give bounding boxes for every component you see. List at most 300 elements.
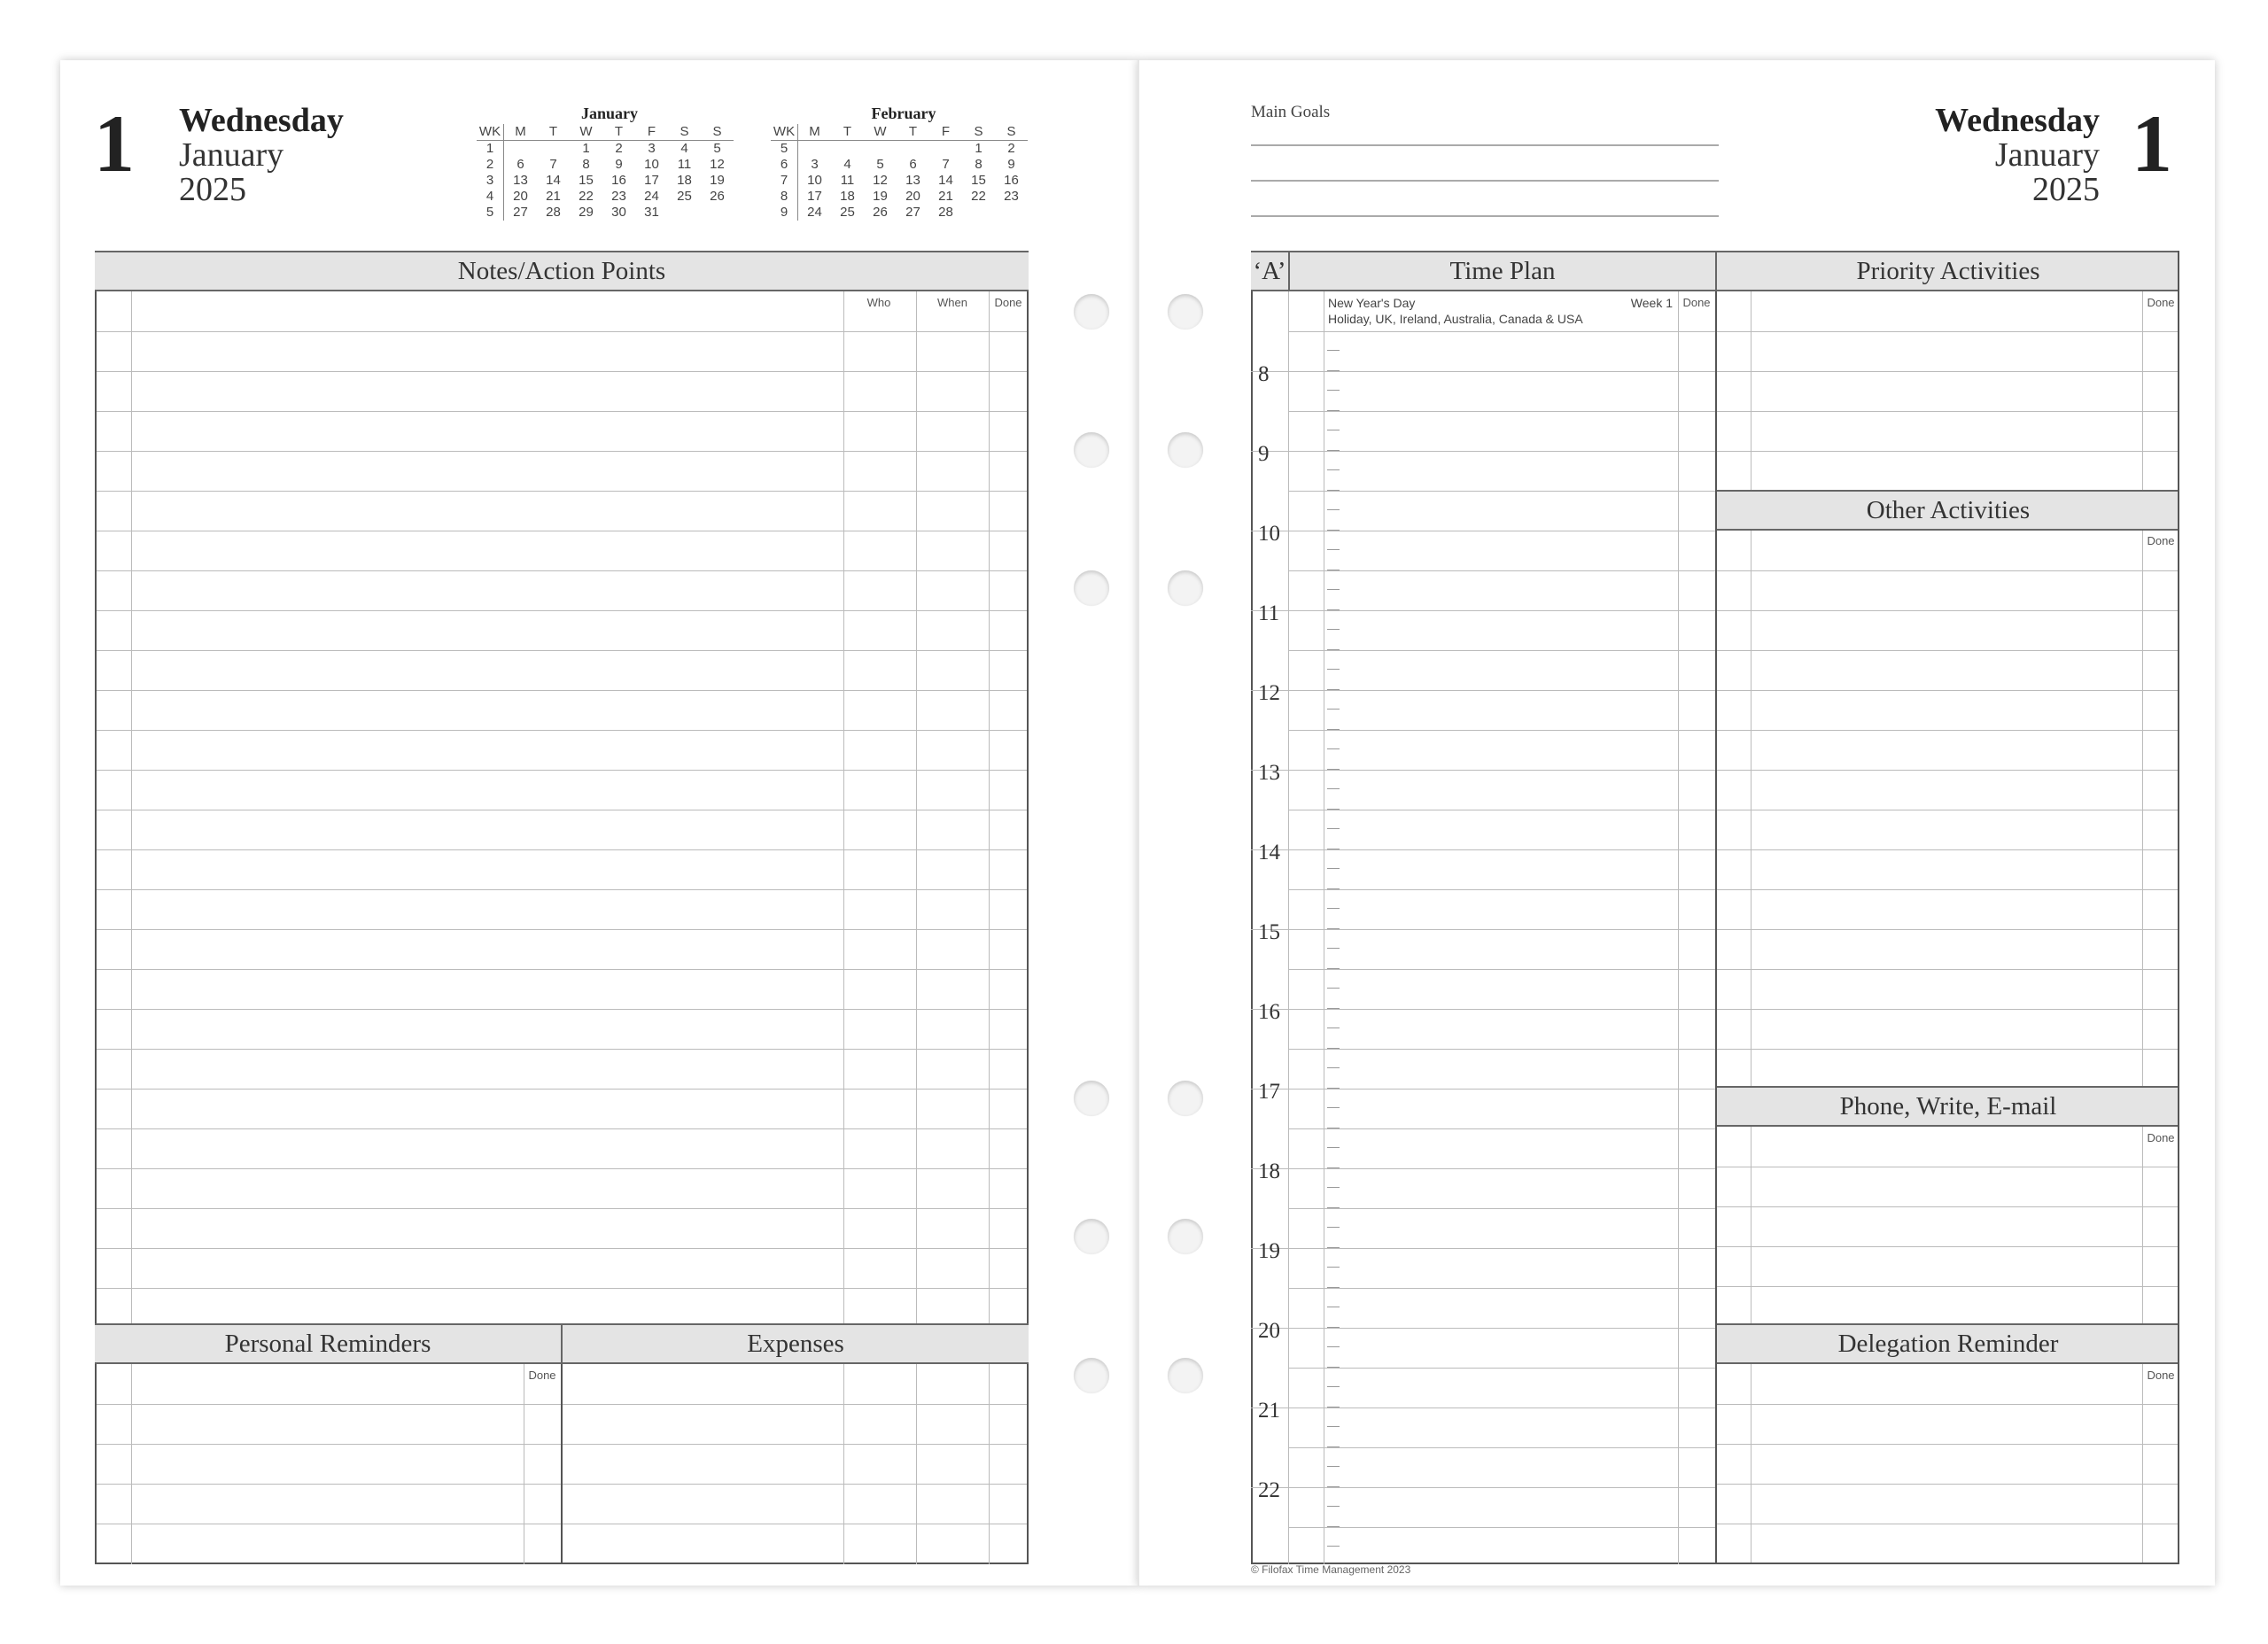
notes-row-line — [95, 730, 1029, 731]
week-number-cell: 3 — [477, 173, 504, 189]
reminder-expenses-divider — [561, 1364, 563, 1564]
mini-calendar-week-row — [477, 189, 734, 205]
other-activities-header: Other Activities — [1715, 490, 2179, 531]
reminder-column-line — [131, 1364, 132, 1564]
half-hour-tick — [1327, 1506, 1340, 1507]
time-plan-row-line — [1288, 371, 1715, 372]
day-cell: T — [602, 124, 635, 141]
notes-row-line — [95, 969, 1029, 970]
half-hour-tick — [1327, 1067, 1340, 1068]
mini-calendar-week-row — [771, 157, 1028, 173]
half-hour-tick — [1327, 1167, 1340, 1168]
notes-row-line — [95, 451, 1029, 452]
time-plan-row-line — [1288, 690, 1715, 691]
day-cell: 27 — [513, 205, 528, 220]
main-goals-line — [1251, 144, 1719, 146]
reminder-column-line — [916, 1364, 917, 1564]
week-number-cell: 4 — [477, 189, 504, 205]
day-cell: F — [635, 124, 668, 141]
time-plan-row-line — [1288, 849, 1715, 850]
activity-done-line — [2142, 1127, 2143, 1323]
other-done-label: Done — [2147, 534, 2175, 547]
time-plan-row-line — [1288, 1527, 1715, 1528]
half-hour-tick — [1327, 669, 1340, 670]
time-plan-row-line — [1288, 770, 1715, 771]
hour-label: 16 — [1258, 1000, 1280, 1024]
day-cell: 8 — [582, 157, 590, 172]
notes-row-line — [95, 411, 1029, 412]
day-cell: 5 — [876, 157, 884, 172]
day-cell: T — [537, 124, 570, 141]
half-hour-tick — [1327, 1327, 1340, 1328]
time-plan-row-line — [1288, 1368, 1715, 1369]
day-cell: 30 — [611, 205, 626, 220]
priority-done-label: Done — [2147, 296, 2175, 309]
day-cell: T — [831, 124, 864, 141]
day-cell: M — [798, 124, 832, 141]
week-number-cell: 8 — [771, 189, 798, 205]
mini-calendar-february — [771, 105, 1037, 229]
hour-label: 15 — [1258, 920, 1280, 944]
half-hour-tick — [1327, 350, 1340, 351]
expenses-header: Expenses — [561, 1323, 1029, 1364]
notes-column-line — [131, 291, 132, 1323]
half-hour-tick — [1327, 1426, 1340, 1427]
half-hour-tick — [1327, 530, 1340, 531]
day-cell: 4 — [680, 141, 688, 156]
hour-label: 9 — [1258, 442, 1270, 466]
day-cell: 2 — [615, 141, 623, 156]
notes-row-line — [95, 610, 1029, 611]
delegation-reminder-header: Delegation Reminder — [1715, 1323, 2179, 1364]
day-cell: 9 — [1007, 157, 1015, 172]
mini-calendar-week-row — [477, 205, 734, 221]
notes-row-line — [95, 889, 1029, 890]
day-cell: 22 — [971, 189, 986, 204]
day-cell: 13 — [513, 173, 528, 188]
copyright-footer: © Filofax Time Management 2023 — [1251, 1563, 1411, 1576]
notes-row-line — [95, 1128, 1029, 1129]
mini-calendar-title: January — [580, 105, 638, 122]
day-cell: T — [897, 124, 929, 141]
day-cell: 16 — [1004, 173, 1019, 188]
binder-hole — [1074, 570, 1109, 606]
day-cell: 17 — [807, 189, 822, 204]
half-hour-tick — [1327, 1207, 1340, 1208]
time-plan-border-left — [1251, 291, 1253, 1564]
right-column-border-right — [2178, 251, 2179, 1564]
day-cell: 6 — [517, 157, 524, 172]
activity-done-line — [2142, 531, 2143, 1086]
activity-row-line — [1715, 770, 2179, 771]
half-hour-tick — [1327, 1187, 1340, 1188]
day-cell: 25 — [677, 189, 692, 204]
time-plan-row-line — [1288, 969, 1715, 970]
time-plan-row-line — [1288, 331, 1715, 332]
delegation-done-label: Done — [2147, 1369, 2175, 1382]
day-cell: 31 — [644, 205, 659, 220]
half-hour-tick — [1327, 1486, 1340, 1487]
who-column-label: Who — [866, 296, 891, 309]
right-column-divider — [1715, 291, 1717, 1564]
day-cell: 26 — [710, 189, 725, 204]
binder-hole — [1168, 1219, 1203, 1254]
day-cell: 1 — [975, 141, 983, 156]
mini-calendar-january — [477, 105, 742, 229]
time-plan-row-line — [1288, 1168, 1715, 1169]
notes-border-right — [1027, 291, 1029, 1323]
day-cell: 25 — [840, 205, 855, 220]
hour-label: 13 — [1258, 761, 1280, 785]
day-cell — [929, 141, 962, 158]
right-weekday: Wednesday — [1935, 102, 2100, 139]
day-cell — [504, 141, 538, 158]
day-cell: 20 — [905, 189, 920, 204]
day-cell: 27 — [905, 205, 920, 220]
time-plan-row-line — [1288, 650, 1715, 651]
half-hour-tick — [1327, 469, 1340, 470]
day-cell: W — [864, 124, 897, 141]
activity-done-line — [2142, 1364, 2143, 1564]
mini-calendar-grid — [771, 124, 1028, 221]
activity-done-line — [2142, 291, 2143, 490]
day-cell: 10 — [644, 157, 659, 172]
notes-row-line — [95, 371, 1029, 372]
day-cell: 4 — [843, 157, 851, 172]
time-plan-row-line — [1288, 1208, 1715, 1209]
binder-hole — [1168, 570, 1203, 606]
expenses-border-right — [1027, 1364, 1029, 1564]
binder-hole — [1074, 432, 1109, 468]
day-cell: 19 — [873, 189, 888, 204]
hour-label: 12 — [1258, 681, 1280, 705]
hour-label: 8 — [1258, 362, 1270, 386]
priority-activities-header: Priority Activities — [1715, 251, 2179, 291]
half-hour-tick — [1327, 1346, 1340, 1347]
notes-row-line — [95, 331, 1029, 332]
day-cell: 2 — [1007, 141, 1015, 156]
day-cell: 12 — [710, 157, 725, 172]
activity-row-line — [1715, 610, 2179, 611]
activity-row-line — [1715, 849, 2179, 850]
activity-row-line — [1715, 331, 2179, 332]
day-cell: 21 — [546, 189, 561, 204]
right-column-bottom-border — [1715, 1563, 2179, 1564]
half-hour-tick — [1327, 410, 1340, 411]
notes-action-points-header: Notes/Action Points — [95, 251, 1029, 291]
half-hour-tick — [1327, 748, 1340, 749]
mini-calendar-week-row — [477, 141, 734, 158]
binder-hole — [1074, 294, 1109, 330]
day-cell — [798, 141, 832, 158]
half-hour-tick — [1327, 1107, 1340, 1108]
half-hour-tick — [1327, 1287, 1340, 1288]
activity-row-line — [1715, 969, 2179, 970]
half-hour-tick — [1327, 788, 1340, 789]
half-hour-tick — [1327, 948, 1340, 949]
day-cell: 14 — [938, 173, 953, 188]
activity-row-line — [1715, 371, 2179, 372]
half-hour-tick — [1327, 509, 1340, 510]
reminders-done-label: Done — [528, 1369, 556, 1382]
half-hour-tick — [1327, 490, 1340, 491]
time-plan-row-line — [1288, 411, 1715, 412]
mini-calendar-week-row — [477, 173, 734, 189]
day-cell: 13 — [905, 173, 920, 188]
time-plan-row-line — [1288, 491, 1715, 492]
mini-calendar-title: February — [871, 105, 936, 122]
time-plan-row-line — [1288, 1009, 1715, 1010]
half-hour-tick — [1327, 1446, 1340, 1447]
half-hour-tick — [1327, 450, 1340, 451]
hour-label: 22 — [1258, 1478, 1280, 1502]
half-hour-tick — [1327, 828, 1340, 829]
day-cell: 21 — [938, 189, 953, 204]
half-hour-tick — [1327, 1267, 1340, 1268]
notes-row-line — [95, 849, 1029, 850]
half-hour-tick — [1327, 1526, 1340, 1527]
week-number-cell: 1 — [477, 141, 504, 158]
time-plan-header: Time Plan — [1288, 251, 1715, 291]
hour-label: 14 — [1258, 841, 1280, 865]
activity-row-line — [1715, 730, 2179, 731]
day-cell: 17 — [644, 173, 659, 188]
mini-calendar-header-row — [771, 124, 1028, 141]
day-cell: 28 — [546, 205, 561, 220]
time-plan-row-line — [1288, 1248, 1715, 1249]
time-plan-row-line — [1288, 929, 1715, 930]
time-plan-row-line — [1288, 1447, 1715, 1448]
time-plan-row-line — [1288, 1328, 1715, 1329]
week-number-cell: WK — [771, 124, 798, 141]
activity-row-line — [1715, 929, 2179, 930]
week-number-cell: 9 — [771, 205, 798, 221]
half-hour-tick — [1327, 908, 1340, 909]
notes-row-line — [95, 929, 1029, 930]
week-number: Week 1 — [1630, 296, 1673, 310]
activity-row-line — [1715, 1206, 2179, 1207]
notes-row-line — [95, 570, 1029, 571]
hour-label: 18 — [1258, 1159, 1280, 1183]
day-cell — [864, 141, 897, 158]
half-hour-tick — [1327, 1048, 1340, 1049]
right-day-number: 1 — [2132, 98, 2172, 189]
activity-row-line — [1715, 1484, 2179, 1485]
day-cell: 16 — [611, 173, 626, 188]
notes-row-line — [95, 1089, 1029, 1090]
mini-calendar-week-row — [771, 205, 1028, 221]
mini-calendar-week-row — [771, 173, 1028, 189]
half-hour-tick — [1327, 609, 1340, 610]
binder-hole — [1168, 1358, 1203, 1393]
week-number-cell: 6 — [771, 157, 798, 173]
binder-hole — [1168, 1081, 1203, 1116]
day-cell: S — [995, 124, 1028, 141]
day-cell: 24 — [644, 189, 659, 204]
activity-row-line — [1715, 690, 2179, 691]
half-hour-tick — [1327, 1466, 1340, 1467]
reminder-column-line — [843, 1364, 844, 1564]
notes-row-line — [95, 1288, 1029, 1289]
left-day-number: 1 — [94, 98, 135, 189]
mini-calendar-grid — [477, 124, 734, 221]
day-cell: 23 — [611, 189, 626, 204]
half-hour-tick — [1327, 370, 1340, 371]
day-cell: 6 — [909, 157, 917, 172]
half-hour-tick — [1327, 769, 1340, 770]
time-plan-row-line — [1288, 610, 1715, 611]
day-cell: 24 — [807, 205, 822, 220]
half-hour-tick — [1327, 709, 1340, 710]
day-cell: 18 — [840, 189, 855, 204]
binder-hole — [1074, 1219, 1109, 1254]
reminder-column-line — [989, 1364, 990, 1564]
left-year: 2025 — [179, 171, 246, 208]
day-cell — [537, 141, 570, 158]
main-goals-line — [1251, 180, 1719, 182]
day-cell: 3 — [648, 141, 656, 156]
event-detail: Holiday, UK, Ireland, Australia, Canada & USA — [1328, 312, 1583, 326]
half-hour-tick — [1327, 1386, 1340, 1387]
notes-row-line — [95, 491, 1029, 492]
day-cell — [831, 141, 864, 158]
day-cell: S — [668, 124, 701, 141]
binder-hole — [1168, 294, 1203, 330]
day-cell: 15 — [971, 173, 986, 188]
notes-border-left — [95, 291, 97, 1323]
week-number-cell: WK — [477, 124, 504, 141]
notes-column-line — [843, 291, 844, 1323]
week-number-cell: 5 — [477, 205, 504, 221]
day-cell: 15 — [579, 173, 594, 188]
time-plan-row-line — [1288, 1049, 1715, 1050]
binder-hole — [1074, 1081, 1109, 1116]
activity-row-line — [1715, 570, 2179, 571]
day-cell: 18 — [677, 173, 692, 188]
half-hour-tick — [1327, 1227, 1340, 1228]
day-cell: S — [701, 124, 734, 141]
notes-row-line — [95, 1168, 1029, 1169]
day-cell — [995, 205, 1028, 221]
day-cell: 29 — [579, 205, 594, 220]
week-number-cell: 2 — [477, 157, 504, 173]
right-month: January — [1994, 136, 2100, 174]
phone-write-email-header: Phone, Write, E-mail — [1715, 1086, 2179, 1127]
hour-label: 20 — [1258, 1319, 1280, 1343]
half-hour-tick — [1327, 928, 1340, 929]
day-cell: 3 — [811, 157, 819, 172]
half-hour-tick — [1327, 589, 1340, 590]
week-number-cell: 5 — [771, 141, 798, 158]
time-plan-row-line — [1288, 1487, 1715, 1488]
half-hour-tick — [1327, 689, 1340, 690]
half-hour-tick — [1327, 390, 1340, 391]
mini-calendar-week-row — [771, 189, 1028, 205]
half-hour-tick — [1327, 968, 1340, 969]
hour-label: 17 — [1258, 1080, 1280, 1104]
notes-row-line — [95, 770, 1029, 771]
event-title: New Year's Day — [1328, 296, 1416, 310]
done-column-line — [1678, 291, 1679, 1564]
reminder-border-left — [95, 1364, 97, 1564]
half-hour-tick — [1327, 1247, 1340, 1248]
day-cell: 26 — [873, 205, 888, 220]
a-column-line — [1288, 291, 1289, 1564]
half-hour-tick — [1327, 1367, 1340, 1368]
day-cell — [668, 205, 701, 221]
activity-row-line — [1715, 451, 2179, 452]
activity-row-line — [1715, 1246, 2179, 1247]
half-hour-tick — [1327, 1008, 1340, 1009]
page-spine — [1138, 60, 1139, 1586]
binder-hole — [1168, 432, 1203, 468]
activity-row-line — [1715, 1009, 2179, 1010]
hour-label: 10 — [1258, 522, 1280, 546]
time-plan-row-line — [1288, 1407, 1715, 1408]
time-plan-row-line — [1288, 730, 1715, 731]
main-goals-label: Main Goals — [1251, 103, 1331, 121]
half-hour-tick — [1327, 868, 1340, 869]
day-cell: 22 — [579, 189, 594, 204]
day-cell: W — [570, 124, 602, 141]
time-plan-done-label: Done — [1682, 296, 1711, 309]
time-plan-row-line — [1288, 1089, 1715, 1090]
right-year: 2025 — [2032, 171, 2100, 208]
half-hour-tick — [1327, 1546, 1340, 1547]
hour-label: 19 — [1258, 1239, 1280, 1263]
half-hour-tick — [1327, 1147, 1340, 1148]
left-weekday: Wednesday — [179, 102, 344, 139]
time-plan-row-line — [1288, 1288, 1715, 1289]
day-cell: F — [929, 124, 962, 141]
day-cell: 7 — [942, 157, 950, 172]
day-cell: 14 — [546, 173, 561, 188]
time-plan-row-line — [1288, 1128, 1715, 1129]
personal-reminders-header: Personal Reminders — [95, 1323, 561, 1364]
notes-row-line — [95, 650, 1029, 651]
activity-row-line — [1715, 411, 2179, 412]
day-cell: 10 — [807, 173, 822, 188]
day-cell: 11 — [840, 173, 855, 188]
day-cell: 8 — [975, 157, 983, 172]
half-hour-tick — [1327, 988, 1340, 989]
half-hour-tick — [1327, 549, 1340, 550]
main-goals-line — [1251, 215, 1719, 217]
day-cell: 23 — [1004, 189, 1019, 204]
day-cell: 7 — [549, 157, 557, 172]
activity-row-line — [1715, 1404, 2179, 1405]
day-cell: 1 — [582, 141, 590, 156]
half-hour-tick — [1327, 729, 1340, 730]
notes-row-line — [95, 1009, 1029, 1010]
hour-line — [1251, 451, 1288, 452]
day-cell: 20 — [513, 189, 528, 204]
activity-row-line — [1715, 650, 2179, 651]
left-month: January — [179, 136, 284, 174]
day-cell — [701, 205, 734, 221]
half-hour-tick — [1327, 809, 1340, 810]
notes-column-line — [989, 291, 990, 1323]
time-plan-row-line — [1288, 570, 1715, 571]
notes-row-line — [95, 690, 1029, 691]
hour-label: 21 — [1258, 1399, 1280, 1423]
day-cell: 9 — [615, 157, 623, 172]
week-number-cell: 7 — [771, 173, 798, 189]
day-cell — [897, 141, 929, 158]
day-cell: 11 — [677, 157, 692, 172]
day-cell: 12 — [873, 173, 888, 188]
mini-calendar-week-row — [477, 157, 734, 173]
